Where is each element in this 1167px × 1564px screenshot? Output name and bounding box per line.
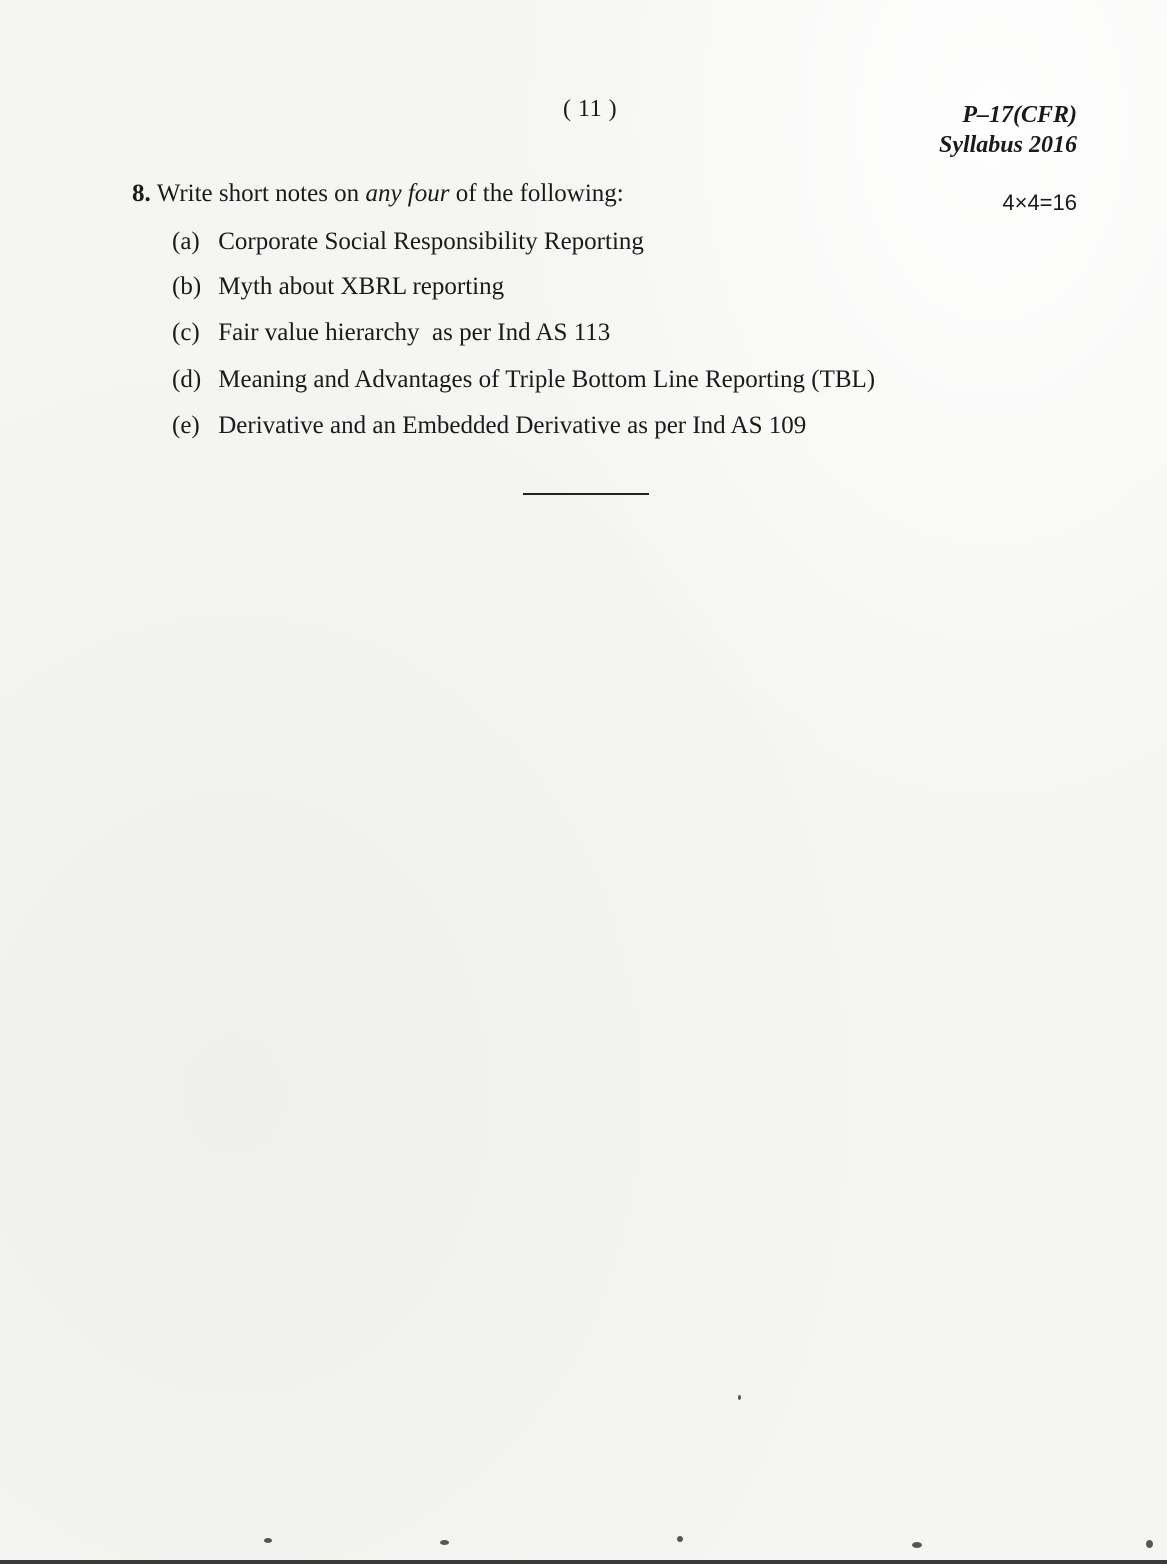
question-text-before: Write short notes on <box>156 180 366 207</box>
marks-allocation: 4×4=16 <box>1002 190 1077 215</box>
item-text: Meaning and Advantages of Triple Bottom Line Reporting (TBL) <box>218 366 876 393</box>
item-label: (d) <box>172 366 202 393</box>
question-item-a <box>172 228 644 256</box>
item-label: (b) <box>172 273 202 300</box>
question-8 <box>132 180 624 208</box>
scan-speck <box>264 1538 272 1543</box>
scan-speck <box>1146 1540 1153 1548</box>
question-item-e <box>172 412 806 440</box>
item-label: (c) <box>172 319 200 346</box>
item-text: Corporate Social Responsibility Reporting <box>218 228 644 255</box>
item-text: Fair value hierarchy as per Ind AS 113 <box>218 319 611 346</box>
syllabus-label: Syllabus 2016 <box>938 132 1077 158</box>
end-of-question-rule <box>523 493 649 495</box>
question-text-emphasis: any four <box>365 180 450 207</box>
paper-code-block <box>939 100 1077 160</box>
question-item-d <box>172 366 875 394</box>
page-bottom-edge <box>0 1560 1167 1564</box>
scan-speck <box>738 1395 741 1400</box>
question-number: 8. <box>132 180 151 207</box>
scan-speck <box>440 1540 449 1545</box>
paper-code: P–17(CFR) <box>962 102 1077 128</box>
question-item-b <box>172 273 504 301</box>
scan-speck <box>912 1542 922 1548</box>
item-label: (e) <box>172 412 200 439</box>
scan-speck <box>677 1536 683 1542</box>
page-number: ( 11 ) <box>563 96 618 122</box>
question-item-c <box>172 319 610 347</box>
item-label: (a) <box>172 228 200 255</box>
item-text: Myth about XBRL reporting <box>218 273 505 300</box>
question-text-after: of the following: <box>449 180 624 207</box>
item-text: Derivative and an Embedded Derivative as per Ind AS 109 <box>218 412 807 439</box>
